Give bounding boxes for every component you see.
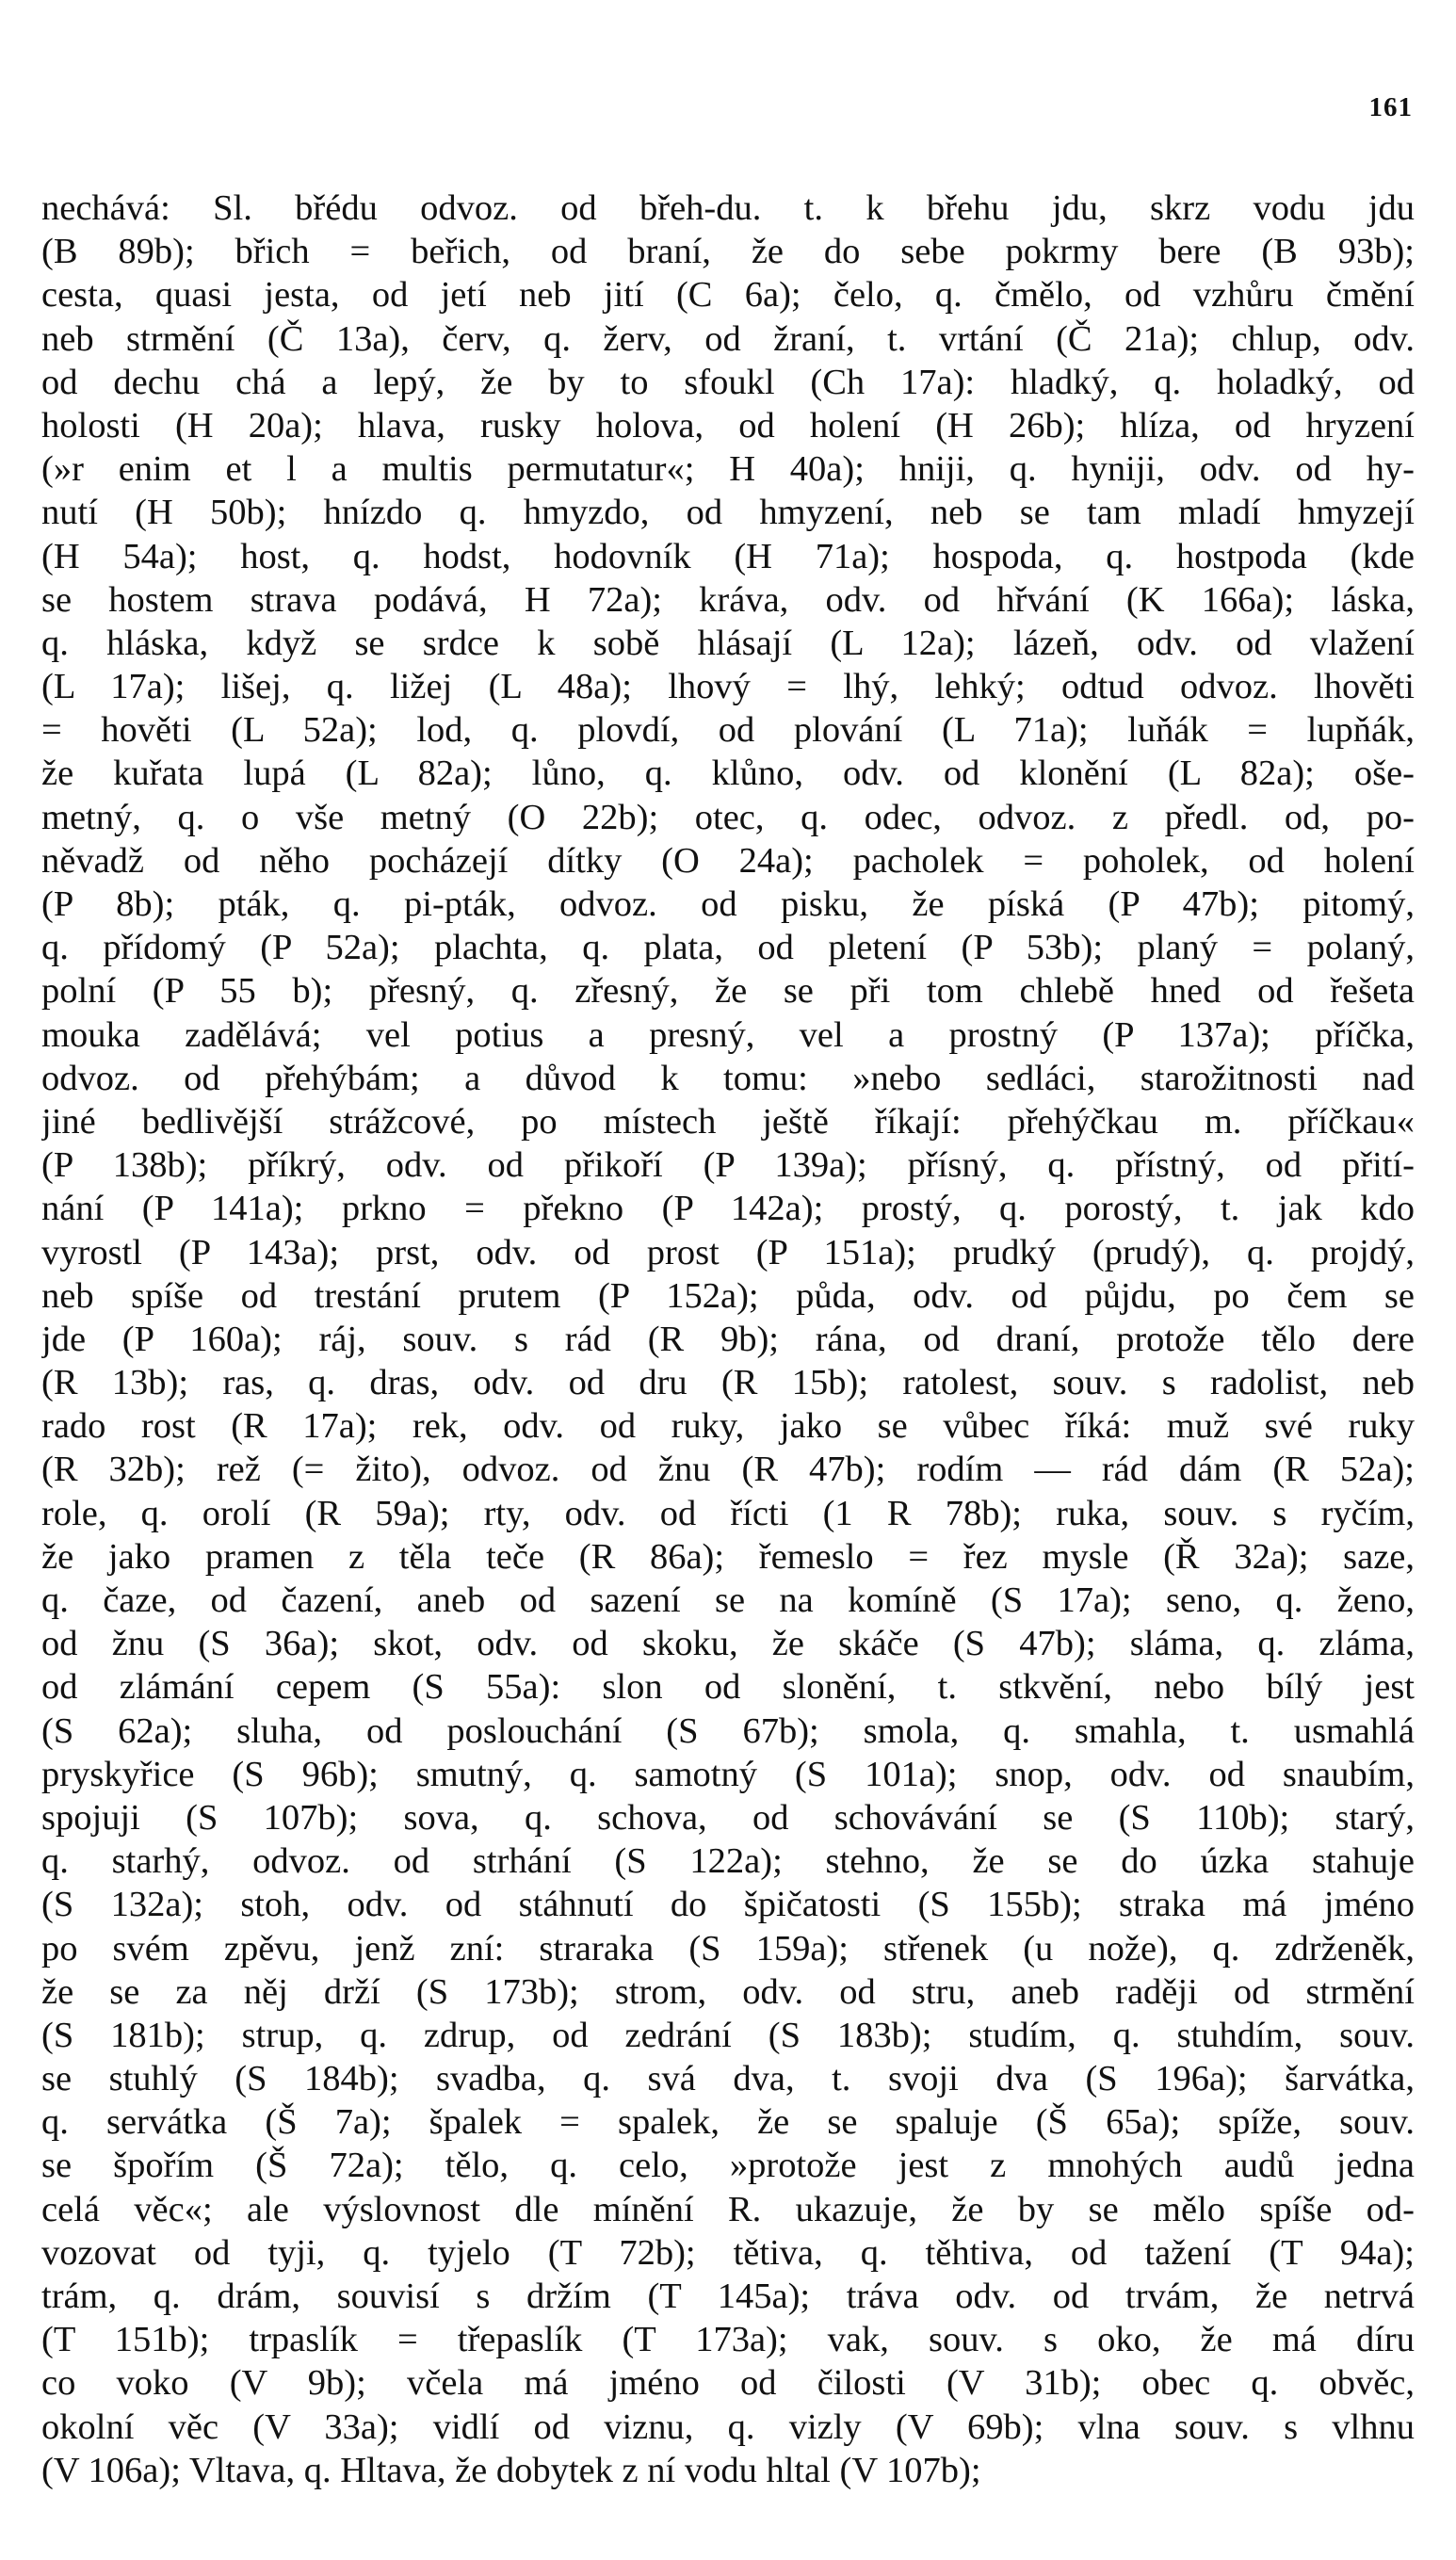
text-line: (P 138b); příkrý, odv. od přikoří (P 139a); přísný, q. přístný, od přití- <box>41 1145 1415 1186</box>
text-line: (S 132a); stoh, odv. od stáhnutí do špičatosti (S 155b); straka má jméno <box>41 1885 1415 1925</box>
text-line: cesta, quasi jesta, od jetí neb jití (C 6a); čelo, q. čmělo, od vzhůru čmění <box>41 275 1415 316</box>
text-line: q. servátka (Š 7a); špalek = spalek, že se spaluje (Š 65a); spíže, souv. <box>41 2102 1415 2143</box>
text-line: se hostem strava podává, H 72a); kráva, odv. od hřvání (K 166a); láska, <box>41 579 1415 620</box>
text-line: (H 54a); host, q. hodst, hodovník (H 71a); hospoda, q. hostpoda (kde <box>41 536 1415 576</box>
text-line: odvoz. od přehýbám; a důvod k tomu: »nebo sedláci, starožitnosti nad <box>41 1058 1415 1098</box>
text-line: od žnu (S 36a); skot, odv. od skoku, že skáče (S 47b); sláma, q. zláma, <box>41 1624 1415 1664</box>
text-line: se stuhlý (S 184b); svadba, q. svá dva, t. svoji dva (S 196a); šarvátka, <box>41 2059 1415 2099</box>
text-line: trám, q. drám, souvisí s držím (T 145a); tráva odv. od trvám, že netrvá <box>41 2276 1415 2316</box>
text-line: (S 62a); sluha, od poslouchání (S 67b); smola, q. smahla, t. usmahlá <box>41 1710 1415 1751</box>
text-line: nání (P 141a); prkno = překno (P 142a); prostý, q. porostý, t. jak kdo <box>41 1189 1415 1229</box>
text-line: vyrostl (P 143a); prst, odv. od prost (P 151a); prudký (prudý), q. projdý, <box>41 1232 1415 1272</box>
text-line: neb strmění (Č 13a), červ, q. žerv, od žraní, t. vrtání (Č 21a); chlup, odv. <box>41 318 1415 359</box>
text-line: nutí (H 50b); hnízdo q. hmyzdo, od hmyzení, neb se tam mladí hmyzejí <box>41 493 1415 533</box>
text-line: (T 151b); trpaslík = třepaslík (T 173a); vak, souv. s oko, že má díru <box>41 2320 1415 2360</box>
text-line: q. čaze, od čazení, aneb od sazení se na komíně (S 17a); seno, q. ženo, <box>41 1580 1415 1620</box>
text-line: neb spíše od trestání prutem (P 152a); půda, odv. od půjdu, po čem se <box>41 1275 1415 1316</box>
text-line: vozovat od tyji, q. tyjelo (T 72b); tětiva, q. těhtiva, od tažení (T 94a); <box>41 2232 1415 2273</box>
text-line: okolní věc (V 33a); vidlí od viznu, q. vizly (V 69b); vlna souv. s vlhnu <box>41 2406 1415 2447</box>
text-line: role, q. orolí (R 59a); rty, odv. od řícti (1 R 78b); ruka, souv. s ryčím, <box>41 1493 1415 1533</box>
text-line: pryskyřice (S 96b); smutný, q. samotný (S 101a); snop, odv. od snaubím, <box>41 1754 1415 1794</box>
text-line: mouka zadělává; vel potius a presný, vel a prostný (P 137a); příčka, <box>41 1014 1415 1055</box>
text-line: celá věc«; ale výslovnost dle mínění R. ukazuje, že by se mělo spíše od- <box>41 2189 1415 2229</box>
text-line: (S 181b); strup, q. zdrup, od zedrání (S 183b); studím, q. stuhdím, souv. <box>41 2015 1415 2055</box>
text-line: po svém zpěvu, jenž zní: straraka (S 159a); střenek (u nože), q. zdrženěk, <box>41 1928 1415 1969</box>
text-line: jiné bedlivější strážcové, po místech ještě říkají: přehýčkau m. příčkau« <box>41 1101 1415 1142</box>
text-line: (L 17a); lišej, q. ližej (L 48a); lhový = lhý, lehký; odtud odvoz. lhověti <box>41 667 1415 707</box>
text-line: holosti (H 20a); hlava, rusky holova, od holení (H 26b); hlíza, od hryzení <box>41 405 1415 446</box>
text-line: nechává: Sl. břédu odvoz. od břeh-du. t. k břehu jdu, skrz vodu jdu <box>41 188 1415 228</box>
text-line: co voko (V 9b); včela má jméno od čilosti (V 31b); obec q. obvěc, <box>41 2363 1415 2404</box>
text-line: (»r enim et l a multis permutatur«; H 40a); hniji, q. hyniji, odv. od hy- <box>41 449 1415 490</box>
text-line: se špořím (Š 72a); tělo, q. celo, »protože jest z mnohých audů jedna <box>41 2146 1415 2186</box>
body-text <box>41 186 1415 2492</box>
text-line: že se za něj drží (S 173b); strom, odv. od stru, aneb raději od strmění <box>41 1971 1415 2012</box>
text-line: (B 89b); břich = beřich, od braní, že do sebe pokrmy bere (B 93b); <box>41 232 1415 272</box>
text-line: = hověti (L 52a); lod, q. plovdí, od plování (L 71a); luňák = lupňák, <box>41 710 1415 751</box>
text-line: od zlámání cepem (S 55a): slon od slonění, t. stkvění, nebo bílý jest <box>41 1667 1415 1708</box>
text-line: q. starhý, odvoz. od strhání (S 122a); stehno, že se do úzka stahuje <box>41 1841 1415 1882</box>
text-line: že jako pramen z těla teče (R 86a); řemeslo = řez mysle (Ř 32a); saze, <box>41 1536 1415 1577</box>
text-line: (P 8b); pták, q. pi-pták, odvoz. od pisku, že píská (P 47b); pitomý, <box>41 884 1415 924</box>
text-line: že kuřata lupá (L 82a); lůno, q. klůno, odv. od klonění (L 82a); oše- <box>41 753 1415 794</box>
text-line: polní (P 55 b); přesný, q. zřesný, že se při tom chlebě hned od řešeta <box>41 971 1415 1012</box>
text-line: (R 13b); ras, q. dras, odv. od dru (R 15b); ratolest, souv. s radolist, neb <box>41 1363 1415 1403</box>
text-line: od dechu chá a lepý, že by to sfoukl (Ch 17a): hladký, q. holadký, od <box>41 362 1415 402</box>
text-line: něvadž od něho pocházejí dítky (O 24a); pacholek = poholek, od holení <box>41 840 1415 881</box>
text-line: (R 32b); rež (= žito), odvoz. od žnu (R 47b); rodím — rád dám (R 52a); <box>41 1450 1415 1490</box>
text-line: rado rost (R 17a); rek, odv. od ruky, jako se vůbec říká: muž své ruky <box>41 1406 1415 1447</box>
text-line: q. přídomý (P 52a); plachta, q. plata, od pletení (P 53b); planý = polaný, <box>41 928 1415 968</box>
text-line: (V 106a); Vltava, q. Hltava, že dobytek z ní vodu hltal (V 107b); <box>41 2450 981 2490</box>
text-line: jde (P 160a); ráj, souv. s rád (R 9b); rána, od draní, protože tělo dere <box>41 1319 1415 1359</box>
page-number: 161 <box>1368 92 1413 122</box>
text-line: q. hláska, když se srdce k sobě hlásají (L 12a); lázeň, odv. od vlažení <box>41 623 1415 663</box>
text-line: spojuji (S 107b); sova, q. schova, od schovávání se (S 110b); starý, <box>41 1797 1415 1838</box>
text-line: metný, q. o vše metný (O 22b); otec, q. odec, odvoz. z předl. od, po- <box>41 797 1415 837</box>
